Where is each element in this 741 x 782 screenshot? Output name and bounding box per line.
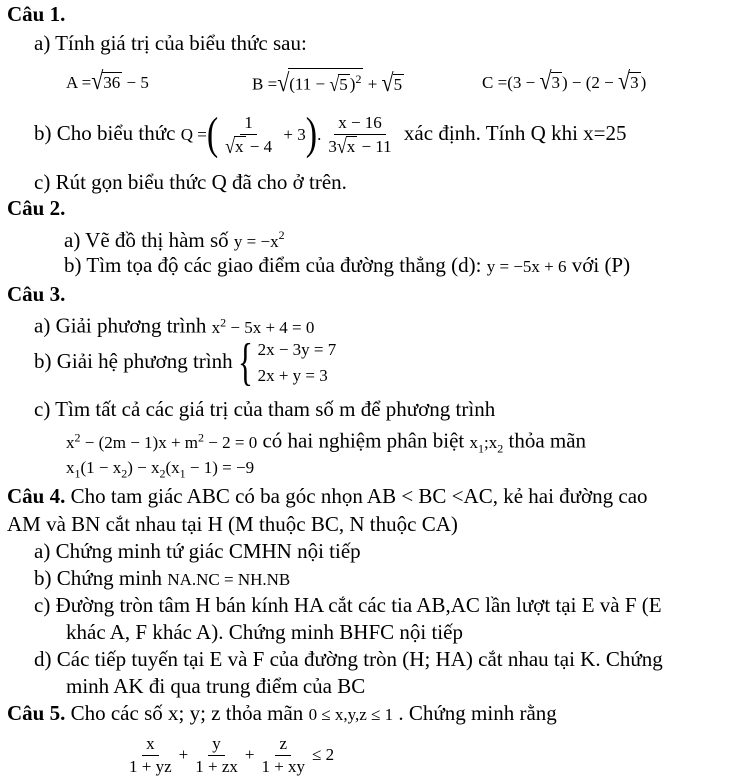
q2-title: Câu 2. xyxy=(7,196,66,220)
q1-c-text: c) Rút gọn biểu thức Q đã cho ở trên. xyxy=(34,170,347,194)
q3-a-line: a) Giải phương trình $x^2 - 5x + 4 = 0$ xyxy=(34,313,315,338)
q1-b-line: b) Cho biểu thức Q =( $\frac{1}{√x - 4}$ + 3). $\frac{x - 16}{3√x - 11}$ xác định. Tính Q khi x=25 xyxy=(34,109,627,160)
q4-title: Câu 4. xyxy=(7,484,66,508)
q3-b-eq1: 2x − 3y = 7 xyxy=(257,340,337,360)
q3-title: Câu 3. xyxy=(7,282,66,306)
q4-d-line2: minh AK đi qua trung điểm của BC xyxy=(66,674,366,698)
q1-expr-B: B =√(11 − √5 )$^2$ + √5 xyxy=(252,67,403,97)
q1-expr-A: A =√36 − 5 xyxy=(66,66,149,95)
q3-c-condition: $x_1(1 - x_2) - x_2(x_1 - 1) = -9$ xyxy=(66,458,255,481)
q4-b-line: b) Chứng minh NA.NC = NH.NB xyxy=(34,566,291,590)
q5-inequality: $\frac{x}{1 + yz}$ + $\frac{y}{1 + zx}$ + $\frac{z}{1 + xy}$ ≤ 2 xyxy=(129,733,335,776)
q3-c-equation: $x^2 - (2m - 1)x + m^2 - 2 = 0$ có hai nghiệm phân biệt $x_1;x_2$ thỏa mãn xyxy=(66,428,587,456)
q4-c-line2: khác A, F khác A). Chứng minh BHFC nội tiếp xyxy=(66,620,463,644)
q5-intro-line: Câu 5. Cho các số x; y; z thỏa mãn 0 ≤ x,y,z ≤ 1 . Chứng minh rằng xyxy=(7,701,557,725)
q1-expr-C: C =(3 − √3 ) − (2 − √3 ) xyxy=(482,66,647,95)
q3-b-eq2: 2x + y = 3 xyxy=(257,366,328,386)
q4-c-line1: c) Đường tròn tâm H bán kính HA cắt các tia AB,AC lần lượt tại E và F (E xyxy=(34,593,662,617)
q4-d-line1: d) Các tiếp tuyến tại E và F của đường tròn (H; HA) cắt nhau tại K. Chứng xyxy=(34,647,663,671)
q2-a-line: a) Vẽ đồ thị hàm số $y = -x^2$ xyxy=(64,228,285,252)
q3-c-text: c) Tìm tất cả các giá trị của tham số m để phương trình xyxy=(34,397,496,421)
q5-title: Câu 5. xyxy=(7,701,66,725)
q4-a-text: a) Chứng minh tứ giác CMHN nội tiếp xyxy=(34,539,361,563)
q4-intro-line2: AM và BN cắt nhau tại H (M thuộc BC, N thuộc CA) xyxy=(7,512,458,536)
q1-title: Câu 1. xyxy=(7,2,66,26)
q2-b-line: b) Tìm tọa độ các giao điểm của đường thẳng (d): y = −5x + 6 với (P) xyxy=(64,253,631,277)
q4-intro-line1: Câu 4. Cho tam giác ABC có ba góc nhọn AB < BC <AC, kẻ hai đường cao xyxy=(7,484,648,508)
q1-a-text: a) Tính giá trị của biểu thức sau: xyxy=(34,31,307,55)
q3-b-line: b) Giải hệ phương trình{ 2x − 3y = 7 2x + y = 3 xyxy=(34,334,337,392)
